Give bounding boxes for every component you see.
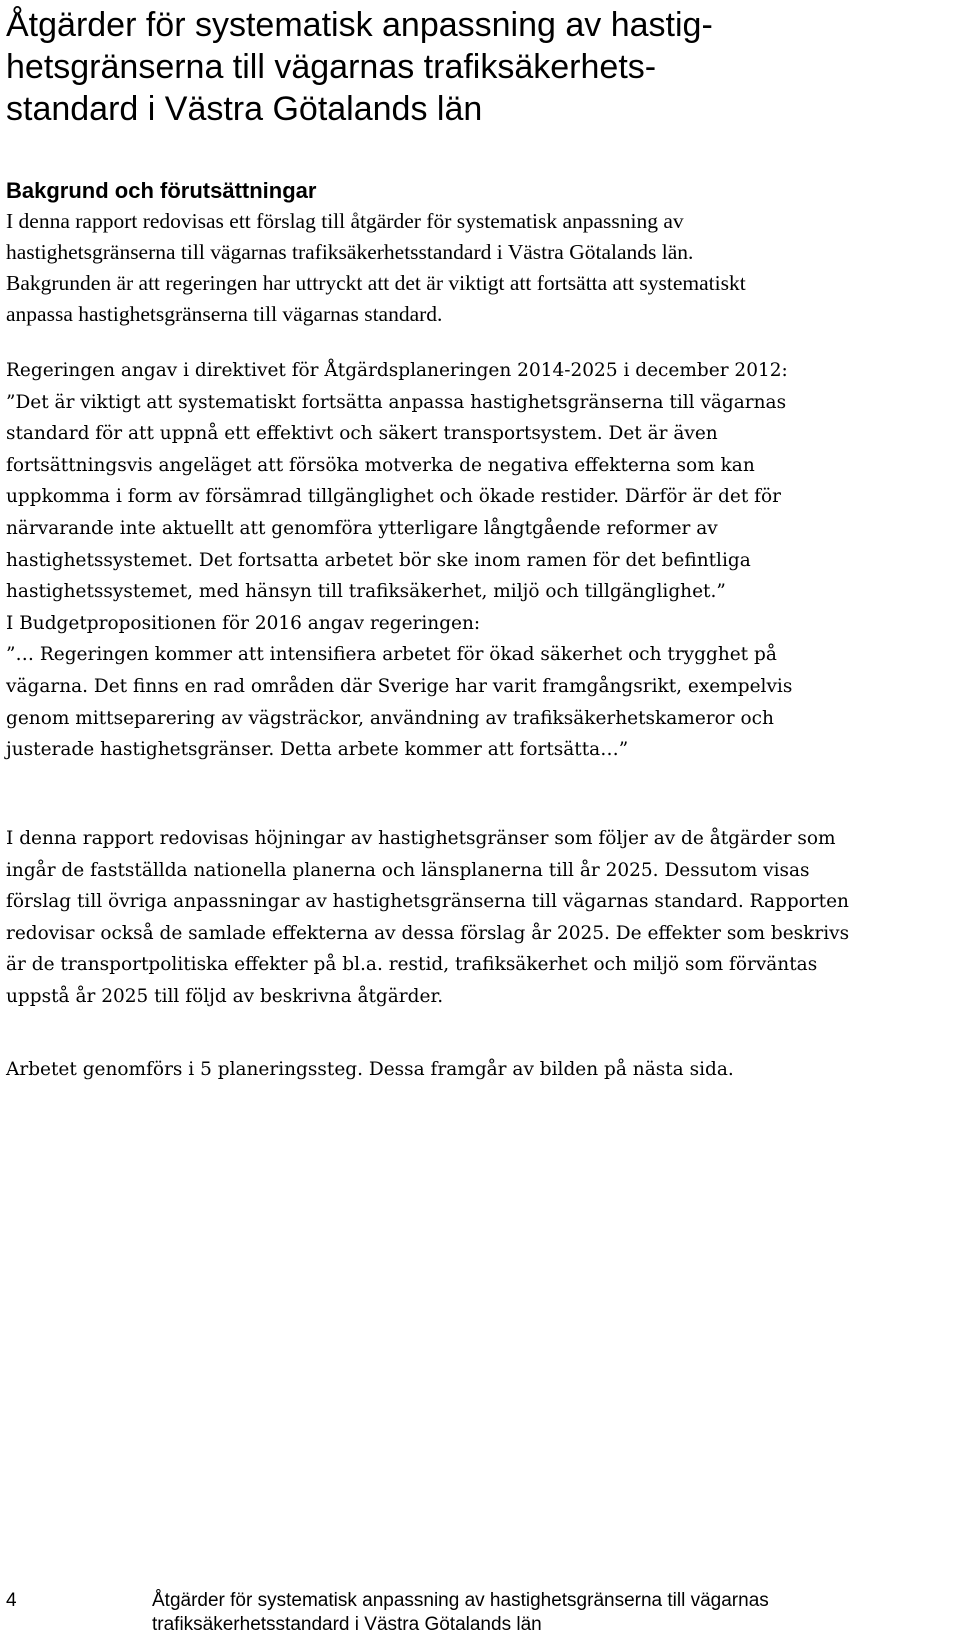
text-line: I Budgetpropositionen för 2016 angav regeringen: [6,612,481,634]
title-line: hetsgränserna till vägarnas trafiksäkerhets- [6,48,657,86]
report-paragraph [6,823,951,1013]
text-line: genom mittseparering av vägsträckor, användning av trafiksäkerhetskameror och [6,707,774,729]
page-title [6,4,936,130]
text-line: närvarande inte aktuellt att genomföra ytterligare långtgående reformer av [6,517,718,539]
text-line: redovisar också de samlade effekterna av dessa förslag år 2025. De effekter som beskrivs [6,922,850,944]
text-line: Arbetet genomförs i 5 planeringssteg. Dessa framgår av bilden på nästa sida. [6,1059,734,1080]
text-line: Bakgrunden är att regeringen har uttryckt att det är viktigt att fortsätta att systematiskt [6,271,746,295]
text-line: hastighetssystemet. Det fortsatta arbetet bör ske inom ramen för det befintliga [6,549,751,571]
text-line: uppstå år 2025 till följd av beskrivna åtgärder. [6,985,444,1007]
closing-paragraph [6,1054,951,1086]
title-line: standard i Västra Götalands län [6,90,483,128]
text-line: justerade hastighetsgränser. Detta arbete kommer att fortsätta…” [6,739,629,761]
text-line: ”… Regeringen kommer att intensifiera arbetet för ökad säkerhet och trygghet på [6,644,777,666]
footer-line: trafiksäkerhetsstandard i Västra Götalands län [152,1614,542,1635]
text-line: I denna rapport redovisas höjningar av hastighetsgränser som följer av de åtgärder som [6,828,836,849]
text-line: vägarna. Det finns en rad områden där Sverige har varit framgångsrikt, exempelvis [6,675,793,697]
text-line: uppkomma i form av försämrad tillgänglighet och ökade restider. Därför är det för [6,486,781,508]
text-line: anpassa hastighetsgränserna till vägarnas standard. [6,302,443,326]
text-line: standard för att uppnå ett effektivt och säkert transportsystem. Det är även [6,423,718,445]
text-line: ”Det är viktigt att systematiskt fortsätta anpassa hastighetsgränserna till vägarnas [6,391,787,413]
text-line: hastighetsgränserna till vägarnas trafiksäkerhetsstandard i Västra Götalands län. [6,240,694,264]
text-line: Regeringen angav i direktivet för Åtgärdsplaneringen 2014-2025 i december 2012: [6,360,788,381]
text-line: är de transportpolitiska effekter på bl.a. restid, trafiksäkerhet och miljö som förväntas [6,954,818,976]
text-line: hastighetssystemet, med hänsyn till trafiksäkerhet, miljö och tillgänglighet.” [6,581,726,603]
title-line: Åtgärder för systematisk anpassning av hastig- [6,6,713,44]
quotes-paragraph [6,355,951,766]
page-number: 4 [6,1590,17,1611]
text-line: förslag till övriga anpassningar av hastighetsgränserna till vägarnas standard. Rapporten [6,891,849,913]
text-line: fortsättningsvis angeläget att försöka motverka de negativa effekterna som kan [6,454,755,476]
intro-paragraph [6,206,951,330]
footer-line: Åtgärder för systematisk anpassning av hastighetsgränserna till vägarnas [152,1590,769,1611]
text-line: I denna rapport redovisas ett förslag till åtgärder för systematisk anpassning av [6,209,684,233]
section-heading: Bakgrund och förutsättningar [6,178,317,203]
text-line: ingår de fastställda nationella planerna och länsplanerna till år 2025. Dessutom visas [6,859,810,881]
